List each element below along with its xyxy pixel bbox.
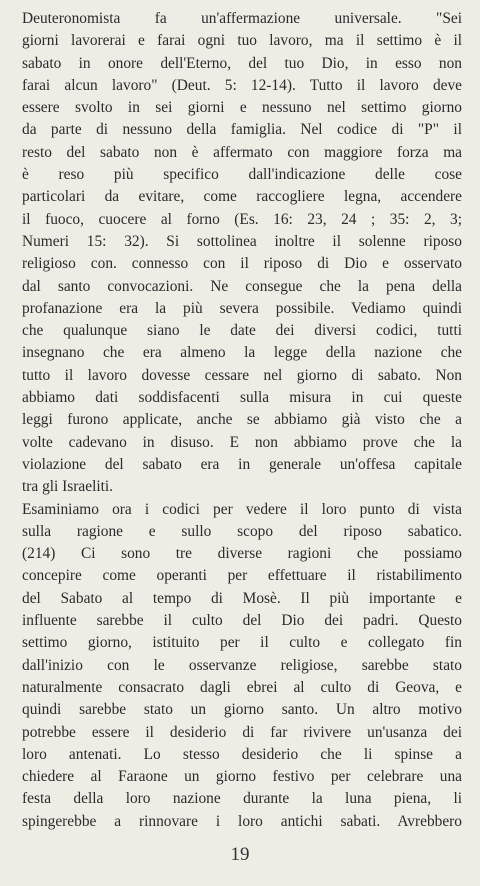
text-line: influente sarebbe il culto del Dio dei padri. Questo bbox=[22, 612, 462, 630]
text-line: del Sabato al tempo di Mosè. Il più importante e bbox=[22, 589, 462, 607]
text-line: loro antenati. Lo stesso desiderio che li spinse a bbox=[22, 745, 462, 763]
text-line: particolari da evitare, come raccogliere legna, accendere bbox=[22, 188, 462, 206]
text-line: settimo giorno, istituito per il culto e collegato fin bbox=[22, 634, 462, 652]
text-line: resto del sabato non è affermato con maggiore forza ma bbox=[22, 143, 462, 161]
text-line: farai alcun lavoro" (Deut. 5: 12-14). Tutto il lavoro deve bbox=[22, 76, 462, 94]
text-line: dall'inizio con le osservanze religiose, sarebbe stato bbox=[22, 656, 462, 674]
text-line: Esaminiamo ora i codici per vedere il loro punto di vista bbox=[22, 500, 462, 518]
text-line: chiedere al Faraone un giorno festivo per celebrare una bbox=[22, 768, 462, 786]
text-line: da parte di nessuno della famiglia. Nel codice di "P" il bbox=[22, 121, 462, 139]
text-line: Deuteronomista fa un'affermazione universale. "Sei bbox=[22, 10, 462, 27]
text-line: giorni lavorerai e farai ogni tuo lavoro, ma il settimo è il bbox=[22, 32, 462, 50]
text-line: festa della loro nazione durante la luna piena, li bbox=[22, 790, 462, 808]
text-line: religioso con. connesso con il riposo di Dio e osservato bbox=[22, 255, 462, 273]
text-line: sulla ragione e sullo scopo del riposo sabatico. bbox=[22, 522, 462, 540]
text-line: essere svolto in sei giorni e nessuno nel settimo giorno bbox=[22, 99, 462, 117]
body-text bbox=[22, 8, 462, 833]
text-line: abbiamo dati soddisfacenti sulla misura in cui queste bbox=[22, 389, 462, 407]
text-line: concepire come operanti per effettuare il ristabilimento bbox=[22, 567, 462, 585]
text-line: leggi furono applicate, anche se abbiamo già visto che a bbox=[22, 411, 462, 429]
text-line: (214) Ci sono tre diverse ragioni che possiamo bbox=[22, 545, 462, 563]
text-line: tutto il lavoro dovesse cessare nel giorno di sabato. Non bbox=[22, 366, 462, 384]
text-line: sabato in onore dell'Eterno, del tuo Dio, in esso non bbox=[22, 54, 462, 72]
text-line: potrebbe essere il desiderio di far rivivere un'usanza dei bbox=[22, 723, 462, 741]
text-line: il fuoco, cuocere al forno (Es. 16: 23, 24 ; 35: 2, 3; bbox=[22, 210, 462, 228]
text-line: tra gli Israeliti. bbox=[22, 478, 114, 496]
text-line: che qualunque siano le date dei diversi codici, tutti bbox=[22, 322, 462, 340]
page-number: 19 bbox=[230, 844, 250, 865]
text-line: insegnano che era almeno la legge della nazione che bbox=[22, 344, 462, 362]
text-line: volte cadevano in disuso. E non abbiamo prove che la bbox=[22, 433, 462, 451]
text-line: dal santo convocazioni. Ne consegue che la pena della bbox=[22, 277, 462, 295]
text-line: violazione del sabato era in generale un'offesa capitale bbox=[22, 455, 462, 473]
text-line: profanazione era la più severa possibile. Vediamo quindi bbox=[22, 299, 462, 317]
text-line: quindi sarebbe stato un giorno santo. Un altro motivo bbox=[22, 701, 462, 719]
text-line: è reso più specifico dall'indicazione delle cose bbox=[22, 166, 462, 184]
text-line: spingerebbe a rinnovare i loro antichi sabati. Avrebbero bbox=[22, 812, 462, 830]
text-line: Numeri 15: 32). Si sottolinea inoltre il solenne riposo bbox=[22, 232, 462, 250]
text-line: naturalmente consacrato dagli ebrei al culto di Geova, e bbox=[22, 678, 462, 696]
